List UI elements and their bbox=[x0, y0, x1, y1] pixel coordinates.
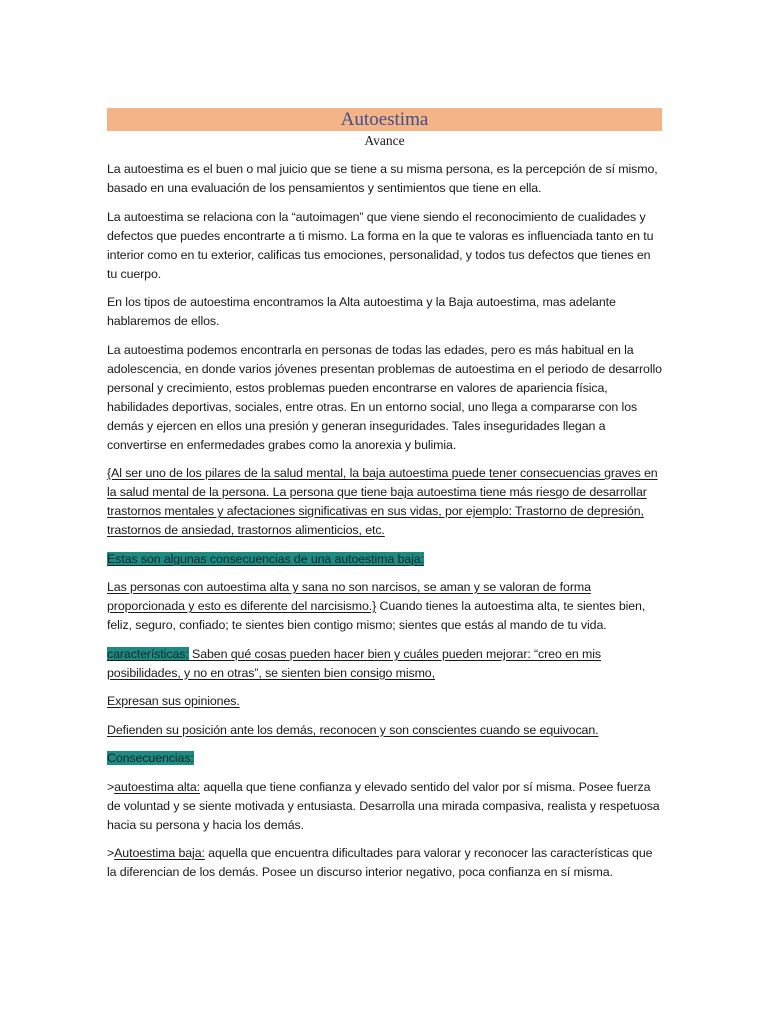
paragraph-narcissism bbox=[107, 578, 662, 635]
heading-consequences-low bbox=[107, 550, 662, 569]
heading-consequences bbox=[107, 749, 662, 768]
bullet-marker: > bbox=[107, 846, 115, 860]
paragraph-autoimagen: La autoestima se relaciona con la “autoimagen” que viene siendo el reconocimiento de cualidades y defectos que puedes encontrarte a ti mismo. La forma en la que te valoras es influenciada tanto en tu interior como en tu exterior, calificas tus emociones, personalidad, y todos tus defectos que tienes en tu cuerpo. bbox=[107, 209, 654, 281]
document-body bbox=[107, 160, 662, 892]
document-title: Autoestima bbox=[107, 108, 662, 131]
highlighted-label: características: bbox=[107, 646, 189, 661]
plain-text: aquella que encuentra dificultades para valorar y reconocer las características que la diferencian de los demás. Posee un discurso interior negativo, poca confianza en sí misma. bbox=[107, 846, 653, 879]
plain-text: Cuando tienes la autoestima alta, te sientes bien, feliz, seguro, confiado; te sientes bien contigo mismo; sientes que estás al mando de tu vida. bbox=[107, 599, 646, 632]
paragraph-high-esteem bbox=[107, 778, 662, 835]
paragraph-definition: La autoestima es el buen o mal juicio que se tiene a su misma persona, es la percepción de sí mismo, basado en una evaluación de los pensamientos y sentimientos que tiene en ella. bbox=[107, 162, 658, 195]
paragraph-characteristics bbox=[107, 645, 662, 683]
paragraph-types: En los tipos de autoestima encontramos la Alta autoestima y la Baja autoestima, mas adelante hablaremos de ellos. bbox=[107, 295, 616, 328]
paragraph-mental-health: {Al ser uno de los pilares de la salud mental, la baja autoestima puede tener consecuencias graves en la salud mental de la persona. La persona que tiene baja autoestima tiene más riesgo de desarrollar trastornos mentales y afectaciones significativas en sus vidas, por ejemplo: Trastorno de depresión, trastornos de ansiedad, trastornos alimenticios, etc. bbox=[107, 466, 658, 537]
bullet-marker: > bbox=[107, 779, 115, 794]
underlined-text: Saben qué cosas pueden hacer bien y cuáles pueden mejorar: “creo en mis posibilidades, y no en otras”, se sienten bien consigo mismo, bbox=[107, 646, 601, 680]
document-subtitle: Avance bbox=[364, 133, 405, 148]
paragraph-adolescence: La autoestima podemos encontrarla en personas de todas las edades, pero es más habitual en la adolescencia, en donde varios jóvenes presentan problemas de autoestima en el periodo de desarrollo personal y crecimiento, estos problemas pueden encontrarse en valores de apariencia física, habilidades deportivas, sociales, entre otras. En un entorno social, uno llega a compararse con los demás y ejercen en ellos una presión y generan inseguridades. Tales inseguridades llegan a convertirse en enfermedades grabes como la anorexia y bulimia. bbox=[107, 342, 662, 452]
term-label: autoestima alta: bbox=[114, 779, 201, 794]
paragraph-low-esteem bbox=[107, 844, 662, 882]
plain-text: aquella que tiene confianza y elevado sentido del valor por sí misma. Posee fuerza de voluntad y se siente motivada y entusiasta. Desarrolla una mirada compasiva, realista y respetuosa hacia su persona y hacia los demás. bbox=[107, 779, 660, 832]
paragraph-defend-position: Defienden su posición ante los demás, reconocen y son conscientes cuando se equivocan. bbox=[107, 722, 599, 737]
highlighted-heading: Estas son algunas consecuencias de una autoestima baja: bbox=[107, 551, 424, 566]
underlined-text: Las personas con autoestima alta y sana no son narcisos, se aman y se valoran de forma proporcionada y esto es diferente del narcisismo.} bbox=[107, 580, 591, 613]
highlighted-label: Consecuencias: bbox=[107, 751, 194, 765]
paragraph-opinions: Expresan sus opiniones. bbox=[107, 694, 240, 708]
term-label: Autoestima baja: bbox=[114, 846, 205, 860]
